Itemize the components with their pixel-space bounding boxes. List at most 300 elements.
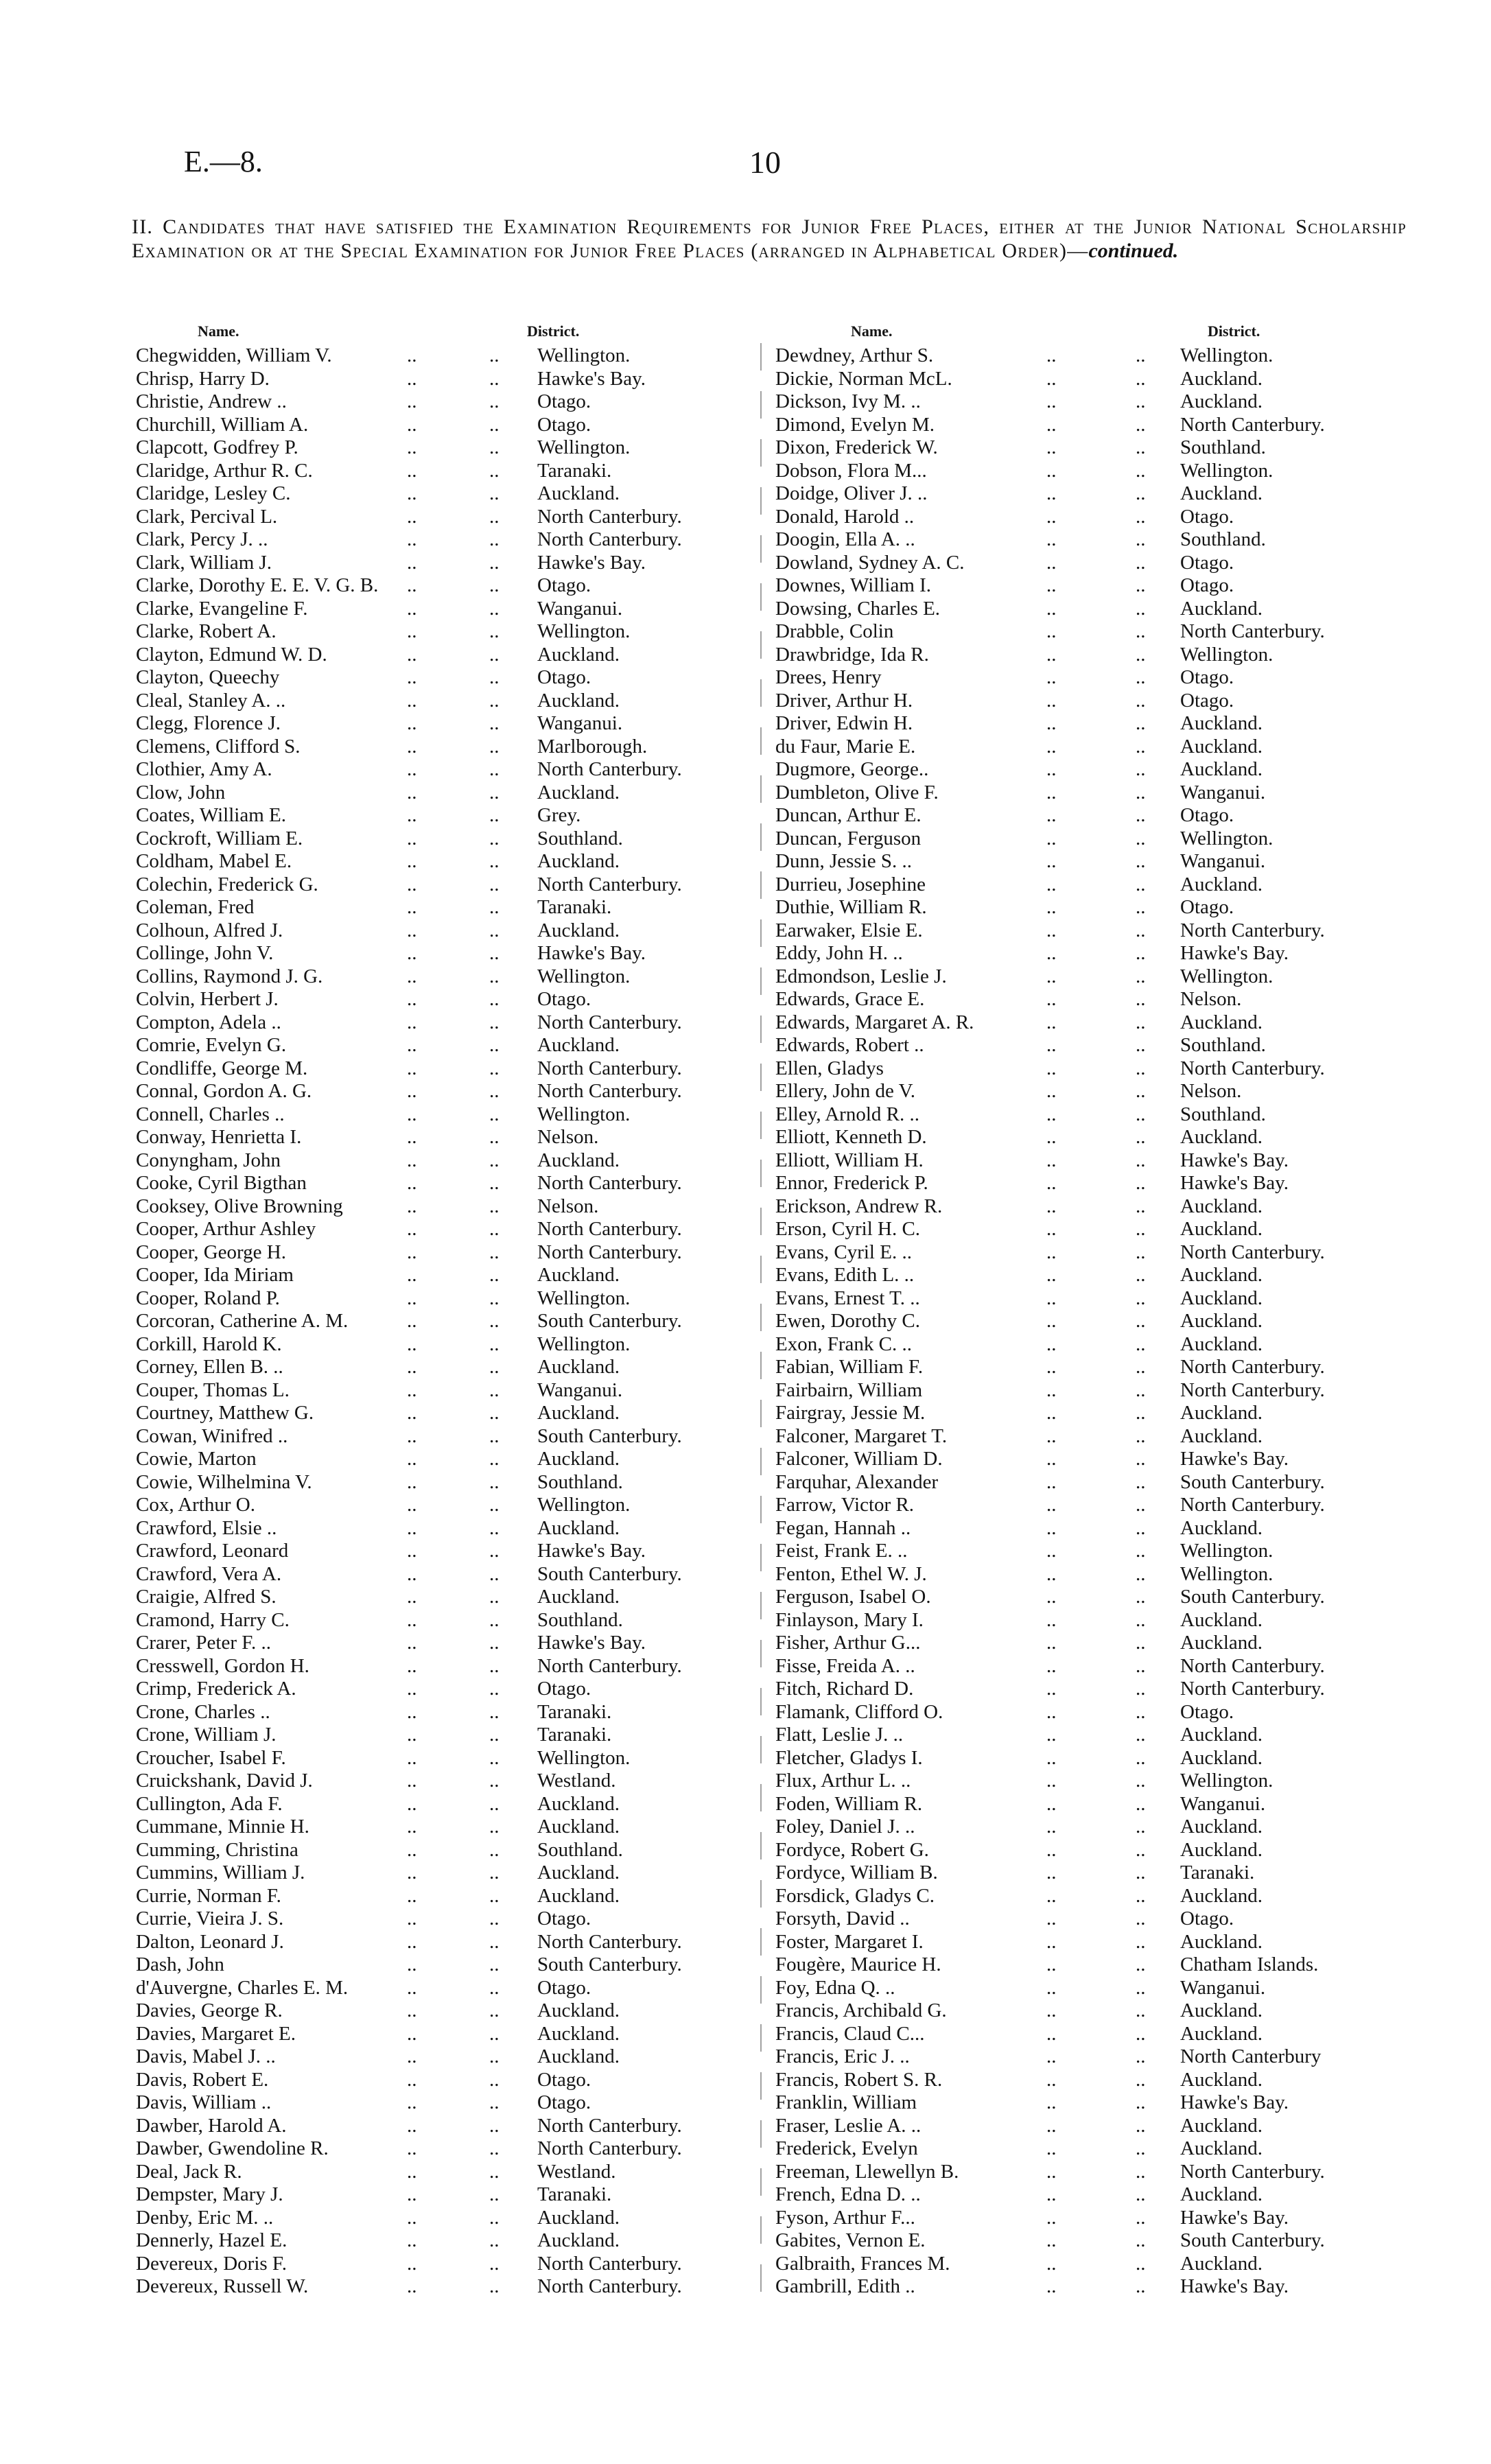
leader-dots: ..	[489, 2275, 500, 2297]
candidate-name: Evans, Edith L. ..	[775, 1264, 915, 1286]
leader-dots: ..	[1136, 1724, 1146, 1746]
candidate-district: Auckland.	[1180, 1126, 1263, 1148]
leader-dots: ..	[407, 1908, 417, 1929]
candidate-name: Dawber, Harold A.	[136, 2114, 287, 2137]
column-divider	[760, 343, 762, 2292]
list-item	[136, 1149, 740, 1173]
list-item	[136, 436, 740, 460]
leader-dots: ..	[1136, 1333, 1146, 1355]
leader-dots: ..	[407, 482, 417, 504]
list-item	[136, 1126, 740, 1149]
candidate-district: Otago.	[537, 2091, 591, 2113]
candidate-district: North Canterbury.	[537, 528, 682, 550]
candidate-name: Downes, William I.	[775, 574, 932, 596]
leader-dots: ..	[407, 643, 417, 666]
candidate-name: Duncan, Arthur E.	[775, 804, 921, 826]
list-item	[136, 2253, 740, 2276]
leader-dots: ..	[407, 1586, 417, 1608]
leader-dots: ..	[1136, 643, 1146, 666]
candidate-name: Clayton, Queechy	[136, 666, 280, 688]
leader-dots: ..	[1046, 1700, 1057, 1723]
leader-dots: ..	[489, 965, 500, 987]
list-item	[775, 1770, 1407, 1793]
list-item	[775, 1310, 1407, 1333]
leader-dots: ..	[489, 528, 500, 550]
candidate-name: Fairbairn, William	[775, 1378, 923, 1401]
leader-dots: ..	[1046, 367, 1057, 390]
list-item	[136, 1586, 740, 1609]
candidate-district: Hawke's Bay.	[1180, 2206, 1289, 2229]
leader-dots: ..	[407, 988, 417, 1010]
candidate-district: Hawke's Bay.	[537, 551, 646, 574]
list-item	[775, 2045, 1407, 2069]
list-item	[136, 828, 740, 851]
leader-dots: ..	[1136, 1494, 1146, 1516]
list-item	[775, 1287, 1407, 1311]
leader-dots: ..	[1136, 735, 1146, 758]
candidate-name: Ennor, Frederick P.	[775, 1172, 928, 1194]
candidate-district: Auckland.	[1180, 2252, 1263, 2275]
list-item	[775, 2023, 1407, 2046]
list-item	[775, 1149, 1407, 1173]
candidate-name: Francis, Eric J. ..	[775, 2045, 910, 2067]
list-item	[775, 1011, 1407, 1035]
candidate-district: Auckland.	[1180, 735, 1263, 758]
leader-dots: ..	[1046, 1011, 1057, 1033]
candidate-name: Dowsing, Charles E.	[775, 597, 941, 620]
candidate-name: Fyson, Arthur F...	[775, 2206, 915, 2229]
leader-dots: ..	[1046, 1862, 1057, 1884]
leader-dots: ..	[1136, 1746, 1146, 1769]
candidate-name: Clark, Percy J. ..	[136, 528, 268, 550]
leader-dots: ..	[1136, 1930, 1146, 1953]
document-reference: E.—8.	[184, 145, 263, 178]
candidate-district: Otago.	[537, 1908, 591, 1929]
leader-dots: ..	[489, 1402, 500, 1424]
candidate-name: Crone, Charles ..	[136, 1700, 270, 1723]
candidate-name: Falconer, William D.	[775, 1448, 943, 1470]
leader-dots: ..	[1046, 482, 1057, 504]
candidate-name: Elliott, Kenneth D.	[775, 1126, 927, 1148]
leader-dots: ..	[489, 459, 500, 482]
candidate-district: Auckland.	[537, 482, 620, 504]
list-item	[136, 1494, 740, 1517]
leader-dots: ..	[1046, 896, 1057, 918]
list-item	[775, 1793, 1407, 1816]
candidate-district: Auckland.	[537, 1862, 620, 1884]
leader-dots: ..	[1046, 390, 1057, 412]
leader-dots: ..	[407, 1011, 417, 1033]
list-item	[775, 368, 1407, 391]
candidate-district: Auckland.	[1180, 1930, 1263, 1953]
leader-dots: ..	[1046, 1562, 1057, 1585]
list-item	[136, 1678, 740, 1701]
candidate-name: Forsyth, David ..	[775, 1908, 910, 1929]
leader-dots: ..	[1046, 1126, 1057, 1148]
list-item	[775, 919, 1407, 943]
leader-dots: ..	[407, 689, 417, 712]
list-item	[136, 1195, 740, 1219]
candidate-name: Finlayson, Mary I.	[775, 1608, 924, 1631]
candidate-district: Auckland.	[1180, 1838, 1263, 1861]
candidate-name: Francis, Robert S. R.	[775, 2068, 943, 2091]
candidate-name: Edwards, Robert ..	[775, 1034, 924, 1056]
list-item	[775, 782, 1407, 805]
candidate-district: Nelson.	[537, 1195, 599, 1217]
list-item	[775, 1862, 1407, 1885]
leader-dots: ..	[1046, 1884, 1057, 1907]
candidate-district: Otago.	[537, 2068, 591, 2091]
leader-dots: ..	[489, 436, 500, 458]
list-item	[775, 1931, 1407, 1954]
leader-dots: ..	[489, 1700, 500, 1723]
leader-dots: ..	[407, 1862, 417, 1884]
leader-dots: ..	[489, 735, 500, 758]
candidate-district: South Canterbury.	[537, 1953, 682, 1975]
leader-dots: ..	[1136, 620, 1146, 642]
leader-dots: ..	[1046, 666, 1057, 688]
list-item	[136, 1471, 740, 1494]
leader-dots: ..	[1046, 413, 1057, 436]
candidate-name: Earwaker, Elsie E.	[775, 919, 923, 941]
leader-dots: ..	[1136, 1678, 1146, 1700]
list-item	[136, 1747, 740, 1770]
candidate-district: North Canterbury.	[537, 1930, 682, 1953]
candidate-name: Churchill, William A.	[136, 413, 309, 436]
candidate-district: Wanganui.	[537, 712, 623, 734]
leader-dots: ..	[1136, 551, 1146, 574]
candidate-name: Doidge, Oliver J. ..	[775, 482, 928, 504]
list-item	[775, 666, 1407, 690]
leader-dots: ..	[489, 1448, 500, 1470]
leader-dots: ..	[407, 1792, 417, 1815]
candidate-name: Erickson, Andrew R.	[775, 1195, 943, 1217]
leader-dots: ..	[407, 459, 417, 482]
candidate-district: North Canterbury.	[537, 1172, 682, 1194]
candidate-district: Taranaki.	[537, 1700, 612, 1723]
list-item	[136, 390, 740, 414]
candidate-name: Falconer, Margaret T.	[775, 1424, 948, 1447]
leader-dots: ..	[1136, 2022, 1146, 2045]
candidate-name: Dumbleton, Olive F.	[775, 781, 939, 803]
leader-dots: ..	[489, 1770, 500, 1792]
candidate-district: North Canterbury.	[537, 2275, 682, 2297]
candidate-name: Dickie, Norman McL.	[775, 367, 952, 390]
leader-dots: ..	[1136, 1999, 1146, 2021]
leader-dots: ..	[1046, 1218, 1057, 1240]
candidate-district: Wellington.	[1180, 1770, 1273, 1792]
candidate-name: Courtney, Matthew G.	[136, 1402, 314, 1424]
leader-dots: ..	[1046, 1976, 1057, 1999]
candidate-name: Fairgray, Jessie M.	[775, 1402, 926, 1424]
candidate-district: Auckland.	[1180, 1011, 1263, 1033]
leader-dots: ..	[1046, 2160, 1057, 2183]
candidate-district: Auckland.	[537, 1792, 620, 1815]
leader-dots: ..	[489, 1241, 500, 1263]
leader-dots: ..	[489, 2091, 500, 2113]
list-item	[775, 644, 1407, 667]
candidate-district: Auckland.	[537, 1884, 620, 1907]
candidate-district: North Canterbury.	[537, 1011, 682, 1033]
candidate-name: Clarke, Robert A.	[136, 620, 277, 642]
list-item	[136, 2161, 740, 2184]
list-item	[136, 574, 740, 598]
leader-dots: ..	[407, 1770, 417, 1792]
leader-dots: ..	[1046, 2022, 1057, 2045]
leader-dots: ..	[407, 2091, 417, 2113]
leader-dots: ..	[1046, 712, 1057, 734]
candidate-name: Clarke, Dorothy E. E. V. G. B.	[136, 574, 379, 596]
right-name-header: Name.	[851, 322, 893, 340]
candidate-district: Auckland.	[537, 1402, 620, 1424]
candidate-district: Wanganui.	[1180, 850, 1266, 872]
leader-dots: ..	[1136, 1378, 1146, 1401]
candidate-district: North Canterbury.	[537, 2114, 682, 2137]
leader-dots: ..	[1136, 1632, 1146, 1654]
candidate-district: Auckland.	[1180, 1884, 1263, 1907]
leader-dots: ..	[489, 827, 500, 849]
list-item	[775, 2137, 1407, 2161]
leader-dots: ..	[1046, 1632, 1057, 1654]
candidate-district: Auckland.	[537, 1149, 620, 1171]
candidate-name: Dewdney, Arthur S.	[775, 344, 934, 366]
candidate-name: Frederick, Evelyn	[775, 2137, 918, 2159]
candidate-name: Crarer, Peter F. ..	[136, 1632, 272, 1654]
candidate-district: Auckland.	[1180, 2114, 1263, 2137]
leader-dots: ..	[1136, 1103, 1146, 1125]
candidate-name: Claridge, Lesley C.	[136, 482, 291, 504]
candidate-district: Southland.	[537, 827, 623, 849]
candidate-name: Cowan, Winifred ..	[136, 1424, 288, 1447]
leader-dots: ..	[489, 620, 500, 642]
candidate-name: Davis, Robert E.	[136, 2068, 269, 2091]
list-item	[775, 1999, 1407, 2023]
candidate-district: South Canterbury.	[1180, 1586, 1325, 1608]
candidate-district: Westland.	[537, 2160, 616, 2183]
leader-dots: ..	[1136, 1448, 1146, 1470]
candidate-district: Auckland.	[1180, 712, 1263, 734]
candidate-district: Southland.	[537, 1838, 623, 1861]
leader-dots: ..	[1136, 2114, 1146, 2137]
list-item	[775, 1448, 1407, 1471]
candidate-name: Evans, Cyril E. ..	[775, 1241, 912, 1263]
list-item	[136, 482, 740, 506]
leader-dots: ..	[1136, 482, 1146, 504]
leader-dots: ..	[489, 1908, 500, 1929]
candidate-district: Hawke's Bay.	[537, 942, 646, 964]
leader-dots: ..	[1046, 2091, 1057, 2113]
leader-dots: ..	[407, 1195, 417, 1217]
leader-dots: ..	[407, 1884, 417, 1907]
candidate-district: Wanganui.	[537, 597, 623, 620]
list-item	[136, 850, 740, 873]
left-column-header	[136, 322, 740, 344]
leader-dots: ..	[1136, 344, 1146, 366]
list-item	[136, 988, 740, 1011]
candidate-name: Durrieu, Josephine	[775, 873, 926, 895]
list-item	[775, 2115, 1407, 2138]
candidate-district: Auckland.	[1180, 1516, 1263, 1539]
leader-dots: ..	[1136, 2160, 1146, 2183]
candidate-district: Otago.	[537, 1678, 591, 1700]
list-item	[136, 1103, 740, 1127]
leader-dots: ..	[1136, 873, 1146, 895]
leader-dots: ..	[489, 1494, 500, 1516]
list-item	[775, 460, 1407, 483]
candidate-district: Nelson.	[1180, 1080, 1242, 1102]
list-item	[136, 873, 740, 897]
leader-dots: ..	[489, 1586, 500, 1608]
list-item	[775, 1379, 1407, 1403]
leader-dots: ..	[1046, 942, 1057, 964]
list-item	[136, 528, 740, 552]
leader-dots: ..	[1046, 1149, 1057, 1171]
candidate-name: French, Edna D. ..	[775, 2183, 921, 2205]
list-item	[775, 414, 1407, 437]
list-item	[775, 1816, 1407, 1839]
candidate-name: Crawford, Vera A.	[136, 1562, 282, 1585]
list-item	[136, 1839, 740, 1862]
candidate-district: Wellington.	[1180, 459, 1273, 482]
candidate-district: Auckland.	[1180, 1632, 1263, 1654]
leader-dots: ..	[1046, 1953, 1057, 1975]
list-item	[136, 1931, 740, 1954]
leader-dots: ..	[1046, 850, 1057, 872]
candidate-name: Conway, Henrietta I.	[136, 1126, 302, 1148]
section-title	[132, 215, 1407, 263]
candidate-district: Auckland.	[537, 643, 620, 666]
leader-dots: ..	[1046, 1608, 1057, 1631]
candidate-district: Hawke's Bay.	[1180, 1172, 1289, 1194]
leader-dots: ..	[1046, 1724, 1057, 1746]
list-item	[775, 436, 1407, 460]
candidate-name: Corkill, Harold K.	[136, 1333, 282, 1355]
leader-dots: ..	[1136, 781, 1146, 803]
leader-dots: ..	[489, 1792, 500, 1815]
candidate-name: Crimp, Frederick A.	[136, 1678, 296, 1700]
leader-dots: ..	[489, 1562, 500, 1585]
leader-dots: ..	[407, 2252, 417, 2275]
candidate-name: Donald, Harold ..	[775, 505, 915, 528]
leader-dots: ..	[1046, 1516, 1057, 1539]
candidate-name: Fegan, Hannah ..	[775, 1516, 911, 1539]
list-item	[775, 1724, 1407, 1747]
leader-dots: ..	[1046, 1310, 1057, 1332]
candidate-district: Auckland.	[1180, 367, 1263, 390]
leader-dots: ..	[1136, 2091, 1146, 2113]
leader-dots: ..	[1046, 873, 1057, 895]
list-item	[136, 1425, 740, 1448]
list-item	[775, 1977, 1407, 2000]
leader-dots: ..	[1046, 804, 1057, 826]
leader-dots: ..	[489, 666, 500, 688]
candidate-name: Dempster, Mary J.	[136, 2183, 283, 2205]
leader-dots: ..	[407, 528, 417, 550]
leader-dots: ..	[407, 1816, 417, 1838]
list-item	[775, 758, 1407, 782]
candidate-district: North Canterbury.	[1180, 919, 1325, 941]
leader-dots: ..	[407, 2229, 417, 2251]
leader-dots: ..	[407, 1448, 417, 1470]
leader-dots: ..	[407, 2137, 417, 2159]
leader-dots: ..	[1136, 1241, 1146, 1263]
leader-dots: ..	[1046, 2252, 1057, 2275]
candidate-name: Edmondson, Leslie J.	[775, 965, 947, 987]
leader-dots: ..	[1046, 1678, 1057, 1700]
list-item	[136, 1999, 740, 2023]
candidate-name: Edwards, Margaret A. R.	[775, 1011, 974, 1033]
candidate-name: Dalton, Leonard J.	[136, 1930, 284, 1953]
right-candidate-list	[775, 344, 1407, 2299]
right-column	[775, 322, 1407, 2299]
candidate-name: Collins, Raymond J. G.	[136, 965, 323, 987]
leader-dots: ..	[489, 1264, 500, 1286]
right-column-header	[775, 322, 1407, 344]
candidate-name: Clow, John	[136, 781, 226, 803]
candidate-district: Auckland.	[537, 1448, 620, 1470]
candidate-district: Otago.	[537, 574, 591, 596]
leader-dots: ..	[1046, 528, 1057, 550]
leader-dots: ..	[407, 1103, 417, 1125]
candidate-name: Dawber, Gwendoline R.	[136, 2137, 329, 2159]
list-item	[136, 414, 740, 437]
leader-dots: ..	[1046, 781, 1057, 803]
leader-dots: ..	[407, 367, 417, 390]
candidate-district: Southland.	[1180, 528, 1266, 550]
leader-dots: ..	[407, 2022, 417, 2045]
leader-dots: ..	[1046, 2114, 1057, 2137]
candidate-district: Chatham Islands.	[1180, 1953, 1319, 1975]
leader-dots: ..	[1046, 597, 1057, 620]
leader-dots: ..	[1136, 367, 1146, 390]
leader-dots: ..	[1046, 2137, 1057, 2159]
leader-dots: ..	[1046, 1402, 1057, 1424]
leader-dots: ..	[1136, 1862, 1146, 1884]
list-item	[136, 896, 740, 919]
candidate-district: Wellington.	[537, 965, 631, 987]
leader-dots: ..	[489, 390, 500, 412]
leader-dots: ..	[407, 620, 417, 642]
leader-dots: ..	[489, 1632, 500, 1654]
candidate-name: Fraser, Leslie A. ..	[775, 2114, 921, 2137]
list-item	[775, 1218, 1407, 1241]
candidate-district: Auckland.	[1180, 1264, 1263, 1286]
leader-dots: ..	[1136, 1700, 1146, 1723]
leader-dots: ..	[407, 2206, 417, 2229]
leader-dots: ..	[1046, 1195, 1057, 1217]
leader-dots: ..	[1136, 965, 1146, 987]
leader-dots: ..	[407, 1333, 417, 1355]
leader-dots: ..	[1136, 988, 1146, 1010]
leader-dots: ..	[1136, 1654, 1146, 1677]
leader-dots: ..	[407, 551, 417, 574]
leader-dots: ..	[489, 1516, 500, 1539]
leader-dots: ..	[1046, 1034, 1057, 1056]
candidate-name: Colhoun, Alfred J.	[136, 919, 283, 941]
leader-dots: ..	[1046, 344, 1057, 366]
candidate-district: Otago.	[537, 1976, 591, 1999]
leader-dots: ..	[1046, 1816, 1057, 1838]
candidate-district: North Canterbury.	[537, 758, 682, 780]
candidate-district: Taranaki.	[1180, 1862, 1255, 1884]
candidate-name: Deal, Jack R.	[136, 2160, 242, 2183]
leader-dots: ..	[1136, 919, 1146, 941]
leader-dots: ..	[1136, 804, 1146, 826]
leader-dots: ..	[1046, 1333, 1057, 1355]
list-item	[775, 690, 1407, 713]
list-item	[136, 1333, 740, 1357]
candidate-name: Fitch, Richard D.	[775, 1678, 914, 1700]
